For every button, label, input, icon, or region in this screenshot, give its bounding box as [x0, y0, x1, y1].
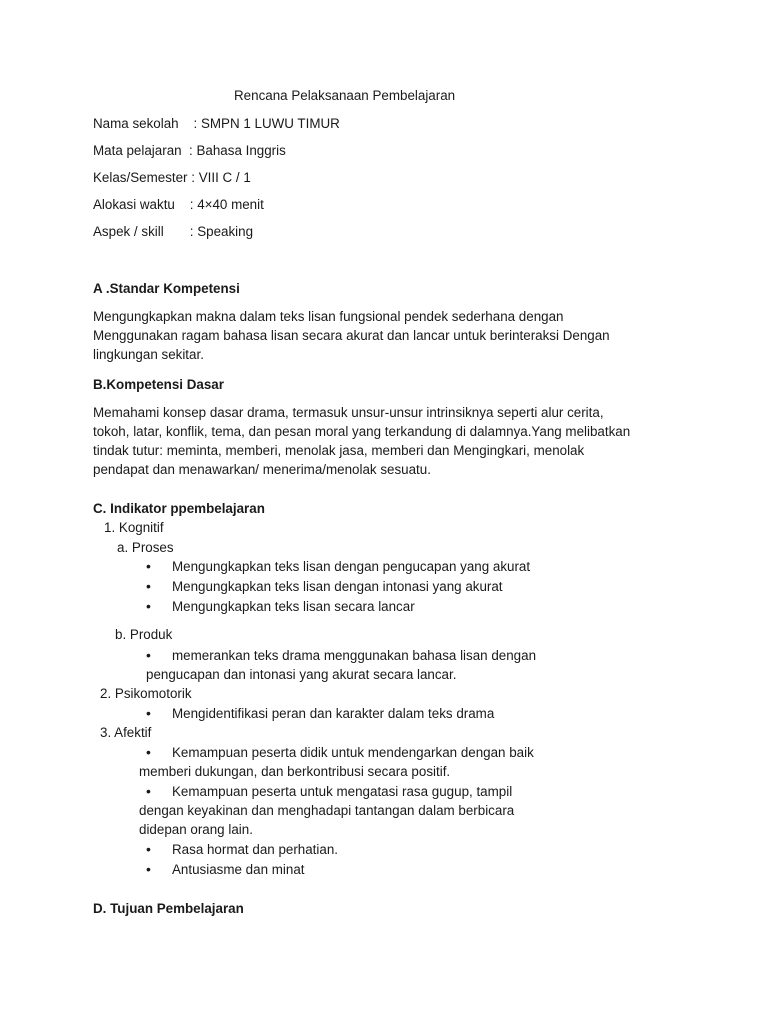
list-item-text: Mengungkapkan teks lisan dengan intonasi yang akurat [172, 579, 503, 594]
bullet-icon: • [146, 598, 151, 614]
info-row-class [93, 168, 251, 187]
list-item [146, 597, 415, 617]
list-item [146, 577, 503, 597]
bullet-icon: • [146, 558, 151, 574]
produk-label: b. Produk [115, 627, 173, 642]
psikomotorik-label: 2. Psikomotorik [100, 686, 192, 701]
section-b-line: tindak tutur: meminta, memberi, menolak jasa, memberi dan Mengingkari, menolak [93, 443, 585, 458]
list-item-text: Mengungkapkan teks lisan dengan pengucapan yang akurat [172, 559, 531, 574]
section-c-heading: C. Indikator ppembelajaran [93, 501, 265, 516]
info-value: VIII C / 1 [198, 170, 251, 185]
info-separator: : [181, 143, 197, 158]
section-b-line: Memahami konsep dasar drama, termasuk unsur-unsur intrinsiknya seperti alur cerita, [93, 405, 604, 420]
bullet-icon: • [146, 705, 151, 721]
section-b-heading: B.Kompetensi Dasar [93, 377, 224, 392]
info-label: Nama sekolah [93, 116, 179, 131]
section-a-line: Menggunakan ragam bahasa lisan secara akurat dan lancar untuk berinteraksi Dengan [93, 328, 610, 343]
info-value: Bahasa Inggris [196, 143, 286, 158]
info-separator: : [178, 116, 201, 131]
section-a-line: Mengungkapkan makna dalam teks lisan fungsional pendek sederhana dengan [93, 309, 564, 324]
list-item-continuation: pengucapan dan intonasi yang akurat secara lancar. [146, 667, 457, 682]
list-item [146, 840, 338, 860]
info-separator: : [163, 224, 198, 239]
proses-label: a. Proses [117, 540, 174, 555]
info-row-time [93, 195, 264, 214]
bullet-icon: • [146, 647, 151, 663]
list-item [146, 743, 534, 763]
info-label: Mata pelajaran [93, 143, 182, 158]
bullet-icon: • [146, 744, 151, 760]
bullet-icon: • [146, 783, 151, 799]
info-label: Alokasi waktu [93, 197, 175, 212]
bullet-icon: • [146, 578, 151, 594]
afektif-label: 3. Afektif [100, 725, 152, 740]
list-item-text: Rasa hormat dan perhatian. [172, 842, 338, 857]
info-label: Aspek / skill [93, 224, 164, 239]
list-item [146, 557, 530, 577]
section-b-line: pendapat dan menawarkan/ menerima/menolak sesuatu. [93, 462, 431, 477]
list-item [146, 704, 494, 724]
list-item [146, 646, 536, 666]
list-item-text: Kemampuan peserta untuk mengatasi rasa gugup, tampil [172, 784, 513, 799]
section-d-heading: D. Tujuan Pembelajaran [93, 901, 244, 916]
list-item-continuation: memberi dukungan, dan berkontribusi secara positif. [139, 764, 451, 779]
list-item-continuation: didepan orang lain. [139, 822, 253, 837]
info-separator: : [174, 197, 198, 212]
info-value: SMPN 1 LUWU TIMUR [200, 116, 340, 131]
list-item-continuation: dengan keyakinan dan menghadapi tantangan dalam berbicara [139, 803, 515, 818]
info-value: Speaking [197, 224, 254, 239]
bullet-icon: • [146, 861, 151, 877]
section-a-heading: A .Standar Kompetensi [93, 281, 240, 296]
info-row-school [93, 114, 340, 133]
list-item-text: Kemampuan peserta didik untuk mendengarkan dengan baik [172, 745, 534, 760]
list-item [146, 782, 512, 802]
section-b-line: tokoh, latar, konflik, tema, dan pesan moral yang terkandung di dalamnya.Yang melibatkan [93, 424, 631, 439]
info-row-subject [93, 141, 286, 160]
list-item-text: memerankan teks drama menggunakan bahasa lisan dengan [172, 648, 537, 663]
list-item-text: Mengungkapkan teks lisan secara lancar [172, 599, 415, 614]
bullet-icon: • [146, 841, 151, 857]
list-item [146, 860, 305, 880]
kognitif-label: 1. Kognitif [104, 520, 164, 535]
info-row-skill [93, 222, 253, 241]
info-value: 4×40 menit [197, 197, 264, 212]
info-separator: : [187, 170, 199, 185]
list-item-text: Antusiasme dan minat [172, 862, 305, 877]
list-item-text: Mengidentifikasi peran dan karakter dalam teks drama [172, 706, 495, 721]
document-title: Rencana Pelaksanaan Pembelajaran [234, 88, 456, 103]
info-label: Kelas/Semester [93, 170, 188, 185]
section-a-line: lingkungan sekitar. [93, 347, 204, 362]
